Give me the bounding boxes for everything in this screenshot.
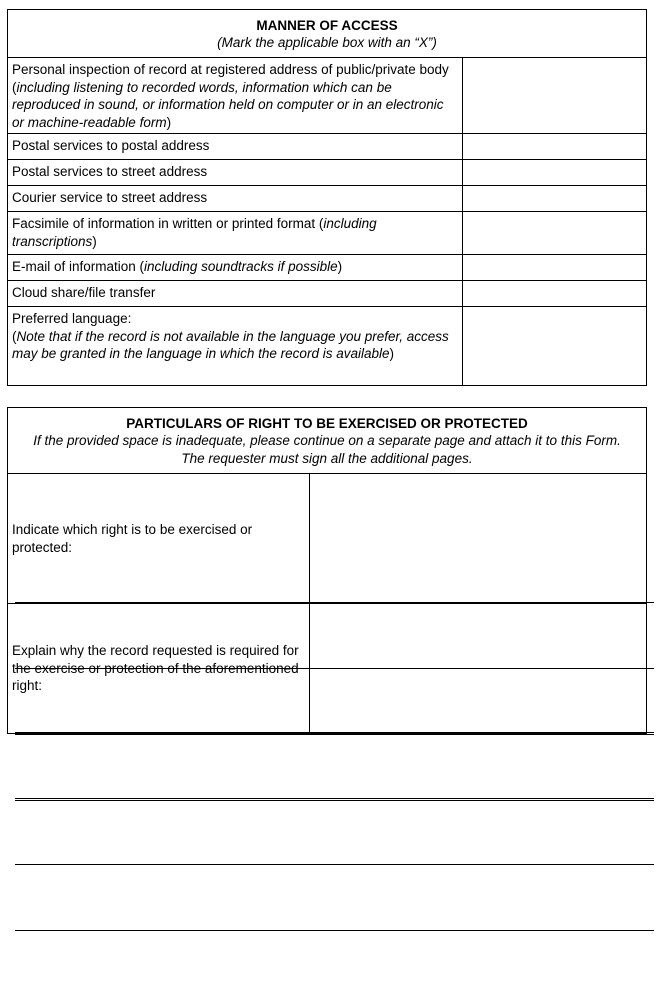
particulars-header <box>8 408 647 474</box>
manner-of-access-subtitle: (Mark the applicable box with an “X”) <box>217 35 437 50</box>
access-option-text: E-mail of information ( <box>12 259 145 274</box>
access-option-text: Personal inspection of record at registered address of public/private body ( <box>12 62 449 95</box>
access-option-text: Postal services to postal address <box>12 138 210 153</box>
particulars-title: PARTICULARS OF RIGHT TO BE EXERCISED OR PROTECTED <box>126 415 528 431</box>
access-option-text: including soundtracks if possible <box>144 259 338 274</box>
access-option-row <box>8 58 647 134</box>
access-option-mark-box[interactable] <box>463 160 647 186</box>
access-option-text: ) <box>92 233 97 249</box>
access-option-text: Cloud share/file transfer <box>12 285 156 300</box>
manner-of-access-title: MANNER OF ACCESS <box>256 17 398 33</box>
access-option-label <box>8 212 463 255</box>
question-label: Indicate which right is to be exercised or protected: <box>8 474 310 604</box>
access-option-text: including listening to recorded words, information which can be reproduced in sound, or information held on computer or in an electronic or machine-readable form <box>12 79 444 130</box>
particulars-instruction-2: The requester must sign all the additional pages. <box>181 450 473 466</box>
access-option-text: ) <box>337 259 343 274</box>
access-option-label <box>8 58 463 134</box>
access-option-row <box>8 212 647 255</box>
access-option-label <box>8 307 463 386</box>
access-option-mark-box[interactable] <box>463 212 647 255</box>
access-option-text: Note that if the record is not available in the language you prefer, access may be granted in the language in which the record is available <box>12 328 449 361</box>
manner-of-access-table <box>7 9 647 386</box>
access-option-label <box>8 281 463 307</box>
answer-line[interactable] <box>15 799 654 865</box>
answer-line[interactable] <box>15 930 654 994</box>
particulars-question-row <box>8 474 647 604</box>
access-option-row <box>8 134 647 160</box>
access-option-text: Courier service to street address <box>12 190 208 205</box>
access-option-mark-box[interactable] <box>463 255 647 281</box>
access-option-row <box>8 281 647 307</box>
access-option-mark-box[interactable] <box>463 134 647 160</box>
access-option-label <box>8 134 463 160</box>
question-label: Explain why the record requested is required for the exercise or protection of the aforementioned right: <box>8 604 310 734</box>
access-option-label <box>8 255 463 281</box>
access-option-row <box>8 186 647 212</box>
access-option-text: ( <box>12 328 17 344</box>
answer-line[interactable] <box>15 603 654 669</box>
access-option-row <box>8 307 647 386</box>
particulars-table <box>7 407 647 734</box>
access-option-row <box>8 255 647 281</box>
particulars-instruction-1: If the provided space is inadequate, please continue on a separate page and attach it to this Form. <box>33 433 621 449</box>
manner-of-access-header <box>8 10 647 58</box>
answer-line[interactable] <box>15 539 654 603</box>
access-option-mark-box[interactable] <box>463 186 647 212</box>
access-option-text: ) <box>166 114 172 130</box>
access-option-text: Facsimile of information in written or printed format ( <box>12 216 324 231</box>
answer-line[interactable] <box>15 864 654 930</box>
access-option-text: Preferred language: <box>12 311 132 326</box>
access-option-text: ) <box>389 346 394 361</box>
access-option-text: including transcriptions <box>12 216 377 249</box>
access-option-text: Postal services to street address <box>12 164 208 179</box>
access-option-row <box>8 160 647 186</box>
access-option-label <box>8 186 463 212</box>
access-option-mark-box[interactable] <box>463 307 647 386</box>
answer-area[interactable] <box>310 474 647 604</box>
access-option-mark-box[interactable] <box>463 58 647 134</box>
access-option-mark-box[interactable] <box>463 281 647 307</box>
access-option-label <box>8 160 463 186</box>
answer-line[interactable] <box>15 669 654 733</box>
